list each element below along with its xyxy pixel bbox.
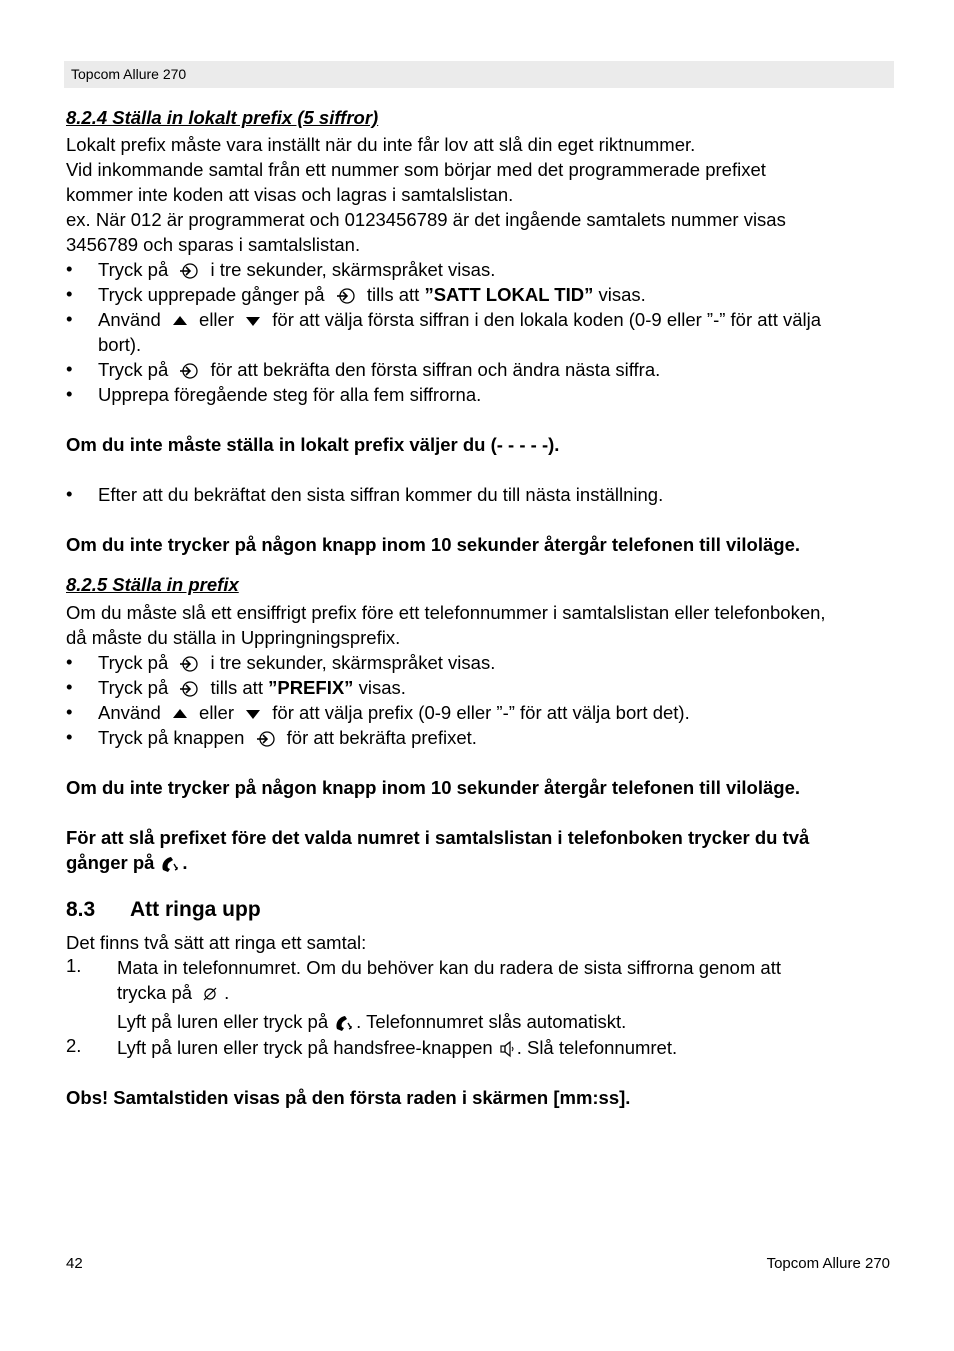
- paragraph: då måste du ställa in Uppringningsprefix.: [66, 627, 401, 648]
- down-arrow-icon: [245, 706, 261, 722]
- note: Om du inte trycker på någon knapp inom 10 sekunder återgår telefonen till viloläge.: [66, 777, 801, 798]
- list-item: Tryck på i tre sekunder, skärmspråket visas.: [98, 259, 496, 280]
- bullet-mark: •: [66, 358, 73, 379]
- section-heading-825: 8.2.5 Ställa in prefix: [66, 574, 239, 595]
- list-item: Upprepa föregående steg för alla fem siffrorna.: [98, 384, 482, 405]
- list-item: Lyft på luren eller tryck på . Telefonnumret slås automatiskt.: [117, 1011, 627, 1032]
- menu-ok-icon: [336, 287, 356, 305]
- paragraph: Om du måste slå ett ensiffrigt prefix före ett telefonnummer i samtalslistan eller telefonboken,: [66, 602, 826, 623]
- note: Om du inte måste ställa in lokalt prefix väljer du (- - - - -).: [66, 434, 560, 455]
- menu-ok-icon: [256, 730, 276, 748]
- list-item: Lyft på luren eller tryck på handsfree-knappen . Slå telefonnumret.: [117, 1037, 678, 1058]
- bullet-mark: •: [66, 676, 73, 697]
- menu-ok-icon: [179, 262, 199, 280]
- note: Obs! Samtalstiden visas på den första raden i skärmen [mm:ss].: [66, 1087, 631, 1108]
- list-item: Tryck på tills att ”PREFIX” visas.: [98, 677, 406, 698]
- paragraph: Vid inkommande samtal från ett nummer som börjar med det programmerade prefixet: [66, 159, 766, 180]
- down-arrow-icon: [245, 313, 261, 329]
- bullet-mark: •: [66, 483, 73, 504]
- list-item: Efter att du bekräftat den sista siffran kommer du till nästa inställning.: [98, 484, 664, 505]
- list-item: Mata in telefonnumret. Om du behöver kan du radera de sista siffrorna genom att: [117, 957, 781, 978]
- paragraph: kommer inte koden att visas och lagras i samtalslistan.: [66, 184, 514, 205]
- section-heading-824: 8.2.4 Ställa in lokalt prefix (5 siffror): [66, 107, 379, 128]
- list-item: Tryck på i tre sekunder, skärmspråket visas.: [98, 652, 496, 673]
- menu-ok-icon: [179, 680, 199, 698]
- bullet-mark: •: [66, 283, 73, 304]
- note: gånger på .: [66, 852, 188, 873]
- up-arrow-icon: [172, 313, 188, 329]
- phone-icon: [334, 1014, 354, 1032]
- footer-title: Topcom Allure 270: [766, 1255, 890, 1272]
- list-number: 1.: [66, 955, 82, 976]
- note: Om du inte trycker på någon knapp inom 10 sekunder återgår telefonen till viloläge.: [66, 534, 801, 555]
- list-number: 2.: [66, 1035, 82, 1056]
- menu-ok-icon: [179, 655, 199, 673]
- paragraph: 3456789 och sparas i samtalslistan.: [66, 234, 361, 255]
- clear-icon: [202, 985, 220, 1003]
- header-title: Topcom Allure 270: [71, 66, 187, 82]
- list-item: Använd eller för att välja första siffran i den lokala koden (0-9 eller ”-” för att välja: [98, 309, 822, 330]
- menu-ok-icon: [179, 362, 199, 380]
- bullet-mark: •: [66, 383, 73, 404]
- note: För att slå prefixet före det valda numret i samtalslistan i telefonboken trycker du två: [66, 827, 810, 848]
- list-item: Tryck upprepade gånger på tills att ”SATT LOKAL TID” visas.: [98, 284, 646, 305]
- bullet-mark: •: [66, 701, 73, 722]
- list-item: Tryck på för att bekräfta den första siffran och ändra nästa siffra.: [98, 359, 661, 380]
- speaker-icon: [499, 1040, 515, 1058]
- list-item: Använd eller för att välja prefix (0-9 eller ”-” för att välja bort det).: [98, 702, 690, 723]
- list-item: Tryck på knappen för att bekräfta prefixet.: [98, 727, 477, 748]
- section-heading-83: 8.3 Att ringa upp: [66, 898, 261, 921]
- up-arrow-icon: [172, 706, 188, 722]
- bullet-mark: •: [66, 308, 73, 329]
- phone-icon: [160, 855, 180, 873]
- paragraph: Lokalt prefix måste vara inställt när du inte får lov att slå din eget riktnummer.: [66, 134, 696, 155]
- paragraph: Det finns två sätt att ringa ett samtal:: [66, 932, 367, 953]
- list-item: trycka på .: [117, 982, 230, 1003]
- bullet-mark: •: [66, 258, 73, 279]
- bullet-mark: •: [66, 651, 73, 672]
- paragraph: ex. När 012 är programmerat och 0123456789 är det ingående samtalets nummer visas: [66, 209, 786, 230]
- list-item-continued: bort).: [98, 334, 142, 355]
- page-number: 42: [66, 1255, 83, 1272]
- header-bar: [64, 61, 894, 88]
- bullet-mark: •: [66, 726, 73, 747]
